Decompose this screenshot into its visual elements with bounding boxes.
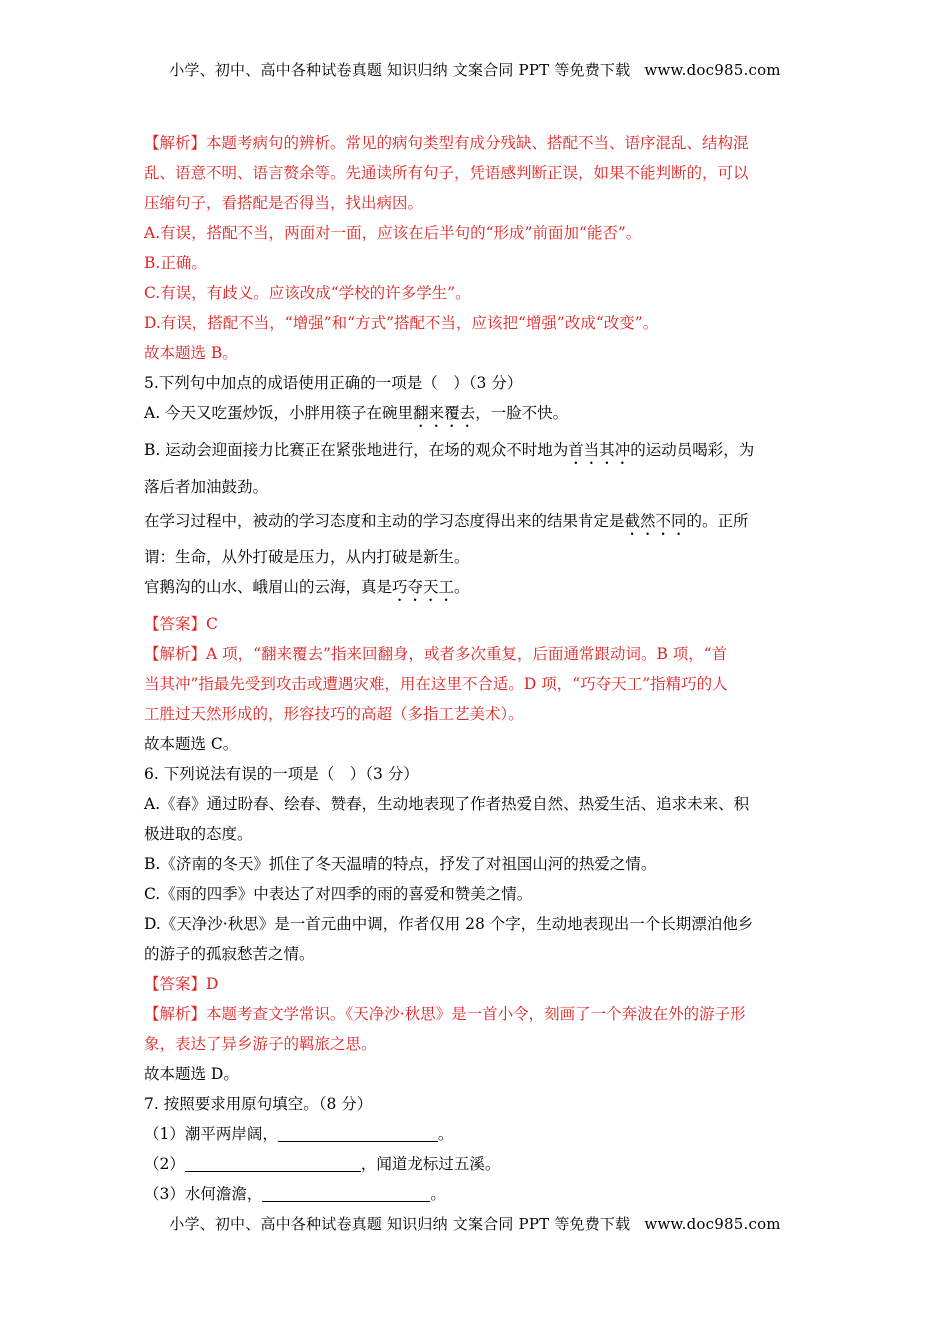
q7-item-1-text: （1）潮平两岸阔， [144,1125,278,1143]
q7-item-2-blank[interactable] [185,1155,361,1172]
header-title: 小学、初中、高中各种试卷真题 知识归纳 文案合同 PPT 等免费下载 [169,61,631,79]
q4-analysis-line-3: 压缩句子，看搭配是否得当，找出病因。 [144,194,424,212]
q5-b-text-end: 的运动员喝彩，为 [630,441,755,459]
q5-c-text-end: 的。正所 [686,512,749,530]
q7-item-3-end: 。 [430,1185,446,1203]
q7-item-2 [144,1149,808,1179]
q7-item-3 [144,1179,808,1209]
q5-option-b-line-1 [144,435,808,468]
document-body [144,128,808,1209]
q7-item-2-end: ，闻道龙标过五溪。 [360,1155,501,1173]
q7-item-1-end: 。 [437,1125,454,1143]
q4-conclusion: 故本题选 B。 [144,344,238,362]
q7-item-3-blank[interactable] [262,1185,430,1202]
q7-item-2-text: （2） [144,1155,185,1173]
q6-option-c: C.《雨的四季》中表达了对四季的雨的喜爱和赞美之情。 [144,885,533,903]
q5-a-text-end: ，一脸不快。 [475,404,569,422]
q5-option-b-line-2: 落后者加油鼓劲。 [144,478,269,496]
q6-option-a-line-2: 极进取的态度。 [144,825,253,843]
q7-item-1 [144,1119,808,1149]
q5-a-idiom: 翻来覆去 [413,404,476,422]
q5-c-text: 在学习过程中，被动的学习态度和主动的学习态度得出来的结果肯定是 [144,512,625,530]
q5-analysis-line-2: 当其冲”指最先受到攻击或遭遇灾难，用在这里不合适。D 项，“巧夺天工”指精巧的人 [144,675,728,693]
q6-option-d-line-2: 的游子的孤寂愁苦之情。 [144,945,315,963]
q5-option-a [144,398,808,431]
q5-d-text: 官鹅沟的山水、峨眉山的云海，真是 [144,578,393,596]
q6-option-b: B.《济南的冬天》抓住了冬天温晴的特点，抒发了对祖国山河的热爱之情。 [144,855,657,873]
q5-option-c-line-1 [144,506,808,539]
q6-conclusion: 故本题选 D。 [144,1065,239,1083]
q4-option-a-analysis: A.有误，搭配不当，两面对一面，应该在后半句的“形成”前面加“能否”。 [144,224,642,242]
header-site-link[interactable]: www.doc985.com [644,61,781,79]
q7-item-1-blank[interactable] [278,1125,438,1142]
q5-d-idiom: 巧夺天工 [392,578,455,596]
q4-option-d-analysis: D.有误，搭配不当，“增强”和“方式”搭配不当，应该把“增强”改成“改变”。 [144,314,659,332]
q5-a-text: A. 今天又吃蛋炒饭，小胖用筷子在碗里 [144,404,414,422]
footer-title: 小学、初中、高中各种试卷真题 知识归纳 文案合同 PPT 等免费下载 [169,1215,631,1233]
q5-answer: 【答案】C [144,615,218,633]
q7-stem: 7. 按照要求用原句填空。（8 分） [144,1095,373,1113]
q5-stem: 5.下列句中加点的成语使用正确的一项是（ ）（3 分） [144,374,523,392]
q4-option-b-analysis: B.正确。 [144,254,207,272]
q6-analysis-line-2: 象，表达了异乡游子的羁旅之思。 [144,1035,377,1053]
q6-stem: 6. 下列说法有误的一项是（ ）（3 分） [144,765,419,783]
q5-b-text: B. 运动会迎面接力比赛正在紧张地进行，在场的观众不时地为 [144,441,569,459]
q5-conclusion: 故本题选 C。 [144,735,239,753]
q5-analysis-line-1: 【解析】A 项，“翻来覆去”指来回翻身，或者多次重复，后面通常跟动词。B 项，“首 [144,645,728,663]
footer-site-link[interactable]: www.doc985.com [644,1215,781,1233]
page-footer [0,1213,950,1234]
q5-b-idiom: 首当其冲 [568,441,631,459]
q5-option-c-line-2: 谓：生命，从外打破是压力，从内打破是新生。 [144,548,470,566]
q6-option-d-line-1: D.《天净沙·秋思》是一首元曲中调，作者仅用 28 个字，生动地表现出一个长期漂泊他乡 [144,915,754,933]
q6-option-a-line-1: A.《春》通过盼春、绘春、赞春，生动地表现了作者热爱自然、热爱生活、追求未来、积 [144,795,750,813]
q6-analysis-line-1: 【解析】本题考查文学常识。《天净沙·秋思》是一首小令，刻画了一个奔波在外的游子形 [144,1005,746,1023]
q5-c-idiom: 截然不同 [624,512,687,530]
q5-option-d [144,572,808,605]
q5-d-text-end: 。 [454,578,470,596]
page-header [0,59,950,80]
q4-option-c-analysis: C.有误，有歧义。应该改成“学校的许多学生”。 [144,284,471,302]
q4-analysis-line-2: 乱、语意不明、语言赘余等。先通读所有句子，凭语感判断正误，如果不能判断的，可以 [144,164,749,182]
q6-answer: 【答案】D [144,975,219,993]
q7-item-3-text: （3）水何澹澹， [144,1185,263,1203]
q5-analysis-line-3: 工胜过天然形成的，形容技巧的高超（多指工艺美术）。 [144,705,524,723]
q4-analysis-line-1: 【解析】本题考病句的辨析。常见的病句类型有成分残缺、搭配不当、语序混乱、结构混 [144,134,749,152]
